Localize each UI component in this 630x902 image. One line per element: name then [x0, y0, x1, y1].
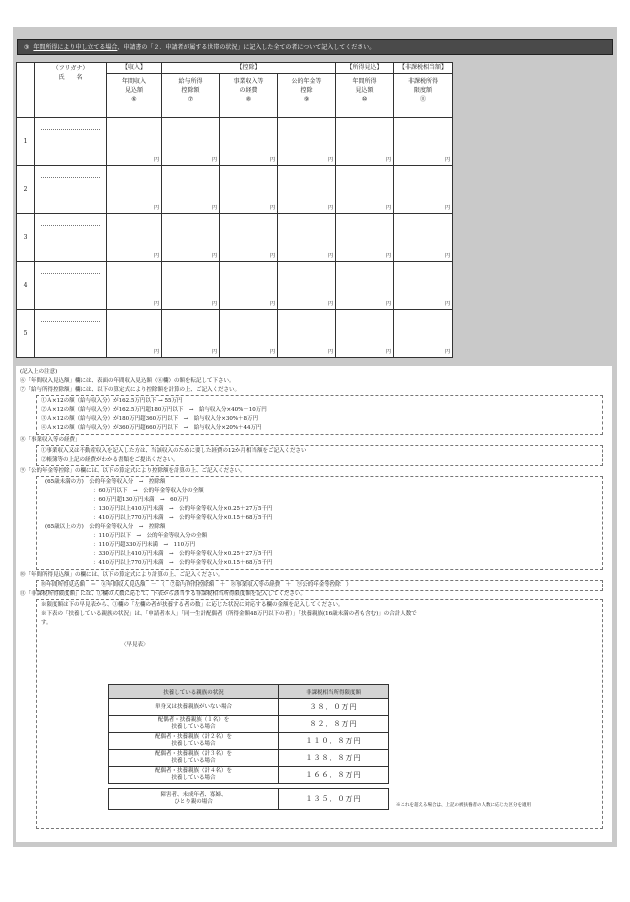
table-row [17, 214, 453, 262]
amount-cell[interactable] [278, 118, 336, 166]
amount-cell[interactable] [394, 166, 453, 214]
section-header-bar [17, 39, 613, 55]
note-8-box [36, 445, 603, 466]
column-header [394, 74, 453, 118]
amount-cell[interactable] [394, 214, 453, 262]
yen-label: 円 [211, 253, 217, 259]
row-number: 4 [17, 262, 35, 310]
yen-label: 円 [153, 253, 159, 259]
column-header [107, 74, 162, 118]
row-number: 2 [17, 166, 35, 214]
col-line1: 非課税所得 [408, 78, 439, 85]
yen-label: 円 [445, 301, 451, 307]
hayami-value: ３８．０万円 [279, 699, 389, 716]
hayami-row [109, 716, 389, 733]
note-9-item: ：330万円以上410万円未満 → 公的年金等収入分×0.25＋27万5千円 [93, 551, 273, 557]
column-header [162, 74, 220, 118]
table-row [17, 118, 453, 166]
yen-label: 円 [386, 349, 392, 355]
yen-label: 円 [328, 205, 334, 211]
yen-label: 円 [211, 157, 217, 163]
amount-cell[interactable] [394, 310, 453, 358]
amount-cell[interactable] [220, 166, 278, 214]
table-row [17, 262, 453, 310]
yen-label: 円 [328, 301, 334, 307]
note-10-formula: ⑩年間所得見込額 ＝ ⑥年間収入見込額 － （ ⑦給与所得控除額 ＋ ⑧事業収入等の経費 ＋ ⑨公的年金等控除 ） [41, 582, 352, 588]
note-7-item: ③Ａ×12の額（給与収入分）が180万円超360万円以下 → 給与収入分×30%＋8万円 [41, 416, 259, 422]
name-cell[interactable] [35, 214, 107, 262]
note-8-item: ②帳簿等の上記の経費がわかる書類をご提出ください。 [41, 457, 179, 463]
amount-cell[interactable] [162, 310, 220, 358]
note-9-item: ：110万円超330万円未満 → 110万円 [93, 542, 196, 548]
hayami-table [108, 684, 389, 810]
furigana-divider [41, 321, 100, 322]
name-box [35, 214, 106, 261]
yen-label: 円 [153, 349, 159, 355]
note-11-line: ※下表の「扶養している親族の状況」は、「申請者本人」「同一生計配偶者（所得金額48万円以下の者）」「扶養親族(16歳未満の者も含む)」の合計人数で [41, 611, 417, 617]
hayami-value: １１０．８万円 [279, 733, 389, 750]
note-10: ⑩「年間所得見込額」の欄には、以下の算定式により計算の上、ご記入ください。 [20, 572, 224, 578]
amount-cell[interactable] [336, 118, 394, 166]
amount-cell[interactable] [107, 166, 162, 214]
col-line1: 年間所得 [352, 78, 377, 85]
yen-label: 円 [386, 253, 392, 259]
amount-cell[interactable] [162, 166, 220, 214]
col-line2: 控除額 [181, 87, 200, 94]
col-line2: 見込額 [355, 87, 374, 94]
notes-title: (記入上の注意) [20, 369, 58, 375]
col-number: ⑩ [361, 96, 368, 103]
section-mark: ③ [24, 44, 30, 51]
hayami-col1: 扶養している親族の状況 [109, 685, 279, 699]
section-header-underlined: 年間所得により申し立てる場合 [33, 44, 118, 51]
hayami-note: ※これを超える場合は、上記の被扶養者の人数に応じた区分を適用 [396, 803, 531, 808]
hayami-label-line: 扶養している場合 [171, 741, 216, 747]
amount-cell[interactable] [394, 118, 453, 166]
col-number: ⑧ [245, 96, 252, 103]
hayami-label-line: 扶養している場合 [171, 758, 216, 764]
col-line2: 限度額 [414, 87, 433, 94]
hayami-label [109, 733, 279, 750]
amount-cell[interactable] [278, 166, 336, 214]
yen-label: 円 [386, 301, 392, 307]
hayami-row [109, 699, 389, 716]
furigana-divider [41, 225, 100, 226]
note-7-item: ②Ａ×12の額（給与収入分）が162.5万円超180万円以下 → 給与収入分×40%－10万円 [41, 407, 267, 413]
col-number: ⑪ [420, 96, 427, 103]
amount-cell[interactable] [162, 118, 220, 166]
limit-group-header: 【非課税相当額】 [394, 63, 453, 74]
corner-cell [17, 63, 35, 118]
note-7: ⑦「給与所得控除額」欄には、以下の算定式により控除額を計算の上、ご記入ください。 [20, 387, 241, 393]
col-number: ⑥ [131, 96, 137, 103]
yen-label: 円 [269, 157, 275, 163]
col-line2: 見込額 [124, 87, 143, 94]
name-label: 氏 名 [58, 74, 83, 81]
col-line2: 控除 [300, 87, 313, 94]
yen-label: 円 [386, 157, 392, 163]
row-number: 1 [17, 118, 35, 166]
yen-label: 円 [445, 349, 451, 355]
yen-label: 円 [269, 349, 275, 355]
amount-cell[interactable] [107, 310, 162, 358]
yen-label: 円 [269, 253, 275, 259]
note-7-box [36, 395, 603, 435]
row-number: 3 [17, 214, 35, 262]
hayami-value: １６６．８万円 [279, 767, 389, 784]
col-line1: 給与所得 [178, 78, 203, 85]
col-number: ⑨ [303, 96, 310, 103]
column-header [220, 74, 278, 118]
note-9: ⑨「公的年金等控除」の欄には、以下の算定式により控除額を計算の上、ご記入ください。 [20, 468, 246, 474]
table-body [17, 118, 453, 358]
hayami-label-line: 扶養している場合 [171, 724, 216, 730]
yen-label: 円 [328, 253, 334, 259]
yen-label: 円 [211, 301, 217, 307]
amount-cell[interactable] [220, 118, 278, 166]
name-box [35, 310, 106, 357]
table-row [17, 310, 453, 358]
amount-cell[interactable] [220, 214, 278, 262]
amount-cell[interactable] [336, 262, 394, 310]
amount-cell[interactable] [278, 262, 336, 310]
note-9-item: ：410万円以上770万円未満 → 公的年金等収入分×0.15＋68万5千円 [93, 560, 273, 566]
note-9-item: (65歳以上の方) 公的年金等収入分 → 控除額 [45, 524, 166, 530]
hayami-label-line: 扶養している場合 [171, 775, 216, 781]
amount-cell[interactable] [220, 262, 278, 310]
income-group-header: 【収入】 [107, 63, 162, 74]
table-row [17, 166, 453, 214]
amount-cell[interactable] [278, 310, 336, 358]
yen-label: 円 [445, 253, 451, 259]
name-cell[interactable] [35, 118, 107, 166]
yen-label: 円 [328, 157, 334, 163]
name-cell[interactable] [35, 166, 107, 214]
yen-label: 円 [445, 157, 451, 163]
note-9-item: ：130万円以上410万円未満 → 公的年金等収入分×0.25＋27万5千円 [93, 506, 273, 512]
hayami-label [109, 750, 279, 767]
hayami-label [109, 767, 279, 784]
name-box [35, 262, 106, 309]
yen-label: 円 [386, 205, 392, 211]
hayami-label-line: 配偶者・扶養親族（計４名）を [154, 768, 232, 774]
note-11: ⑪「非課税所得限度額」には、①欄の人数に応じて、下表から該当する非課税相当所得限度額を記入してください。 [20, 591, 306, 597]
hayami-special-label [109, 789, 279, 810]
amount-cell[interactable] [336, 310, 394, 358]
yen-label: 円 [153, 205, 159, 211]
column-header [278, 74, 336, 118]
furigana-label: （フリガナ） [52, 65, 89, 72]
furigana-divider [41, 273, 100, 274]
amount-cell[interactable] [107, 118, 162, 166]
note-9-item: ：110万円以下 → 公的年金等収入分の全額 [93, 533, 208, 539]
hayami-label-line: ひとり親の場合 [174, 799, 213, 805]
column-header [336, 74, 394, 118]
amount-cell[interactable] [336, 214, 394, 262]
amount-cell[interactable] [162, 262, 220, 310]
note-9-box [36, 476, 603, 570]
hayami-title: 〈早見表〉 [121, 642, 149, 648]
hayami-row [109, 750, 389, 767]
yen-label: 円 [153, 157, 159, 163]
yen-label: 円 [445, 205, 451, 211]
hayami-label-line: 配偶者・扶養親族（計３名）を [154, 751, 232, 757]
col-line1: 事業収入等 [233, 78, 264, 85]
amount-cell[interactable] [278, 214, 336, 262]
name-box [35, 118, 106, 165]
name-header [35, 63, 107, 118]
yen-label: 円 [211, 205, 217, 211]
amount-cell[interactable] [220, 310, 278, 358]
hayami-label-line: 配偶者・扶養親族（１名）を [157, 717, 230, 723]
note-8: ⑧「事業収入等の経費」 [20, 437, 81, 443]
yen-label: 円 [153, 301, 159, 307]
note-7-item: ①Ａ×12の額（給与収入分）が162.5万円以下 → 55万円 [41, 398, 183, 404]
hayami-value: ８２．８万円 [279, 716, 389, 733]
note-7-item: ④Ａ×12の額（給与収入分）が360万円超660万円以下 → 給与収入分×20%＋44万円 [41, 425, 262, 431]
amount-cell[interactable] [107, 262, 162, 310]
row-number: 5 [17, 310, 35, 358]
note-9-item: ：60万円以下 → 公的年金等収入分の全額 [93, 488, 204, 494]
hayami-row [109, 767, 389, 784]
amount-cell[interactable] [162, 214, 220, 262]
deduction-group-header: 【控除】 [162, 63, 336, 74]
income-est-group-header: 【所得見込】 [336, 63, 394, 74]
hayami-row [109, 733, 389, 750]
note-6: ⑥「年間収入見込額」欄には、表面の年間収入見込額（⑥欄）の額を転記して下さい。 [20, 378, 235, 384]
yen-label: 円 [211, 349, 217, 355]
name-cell[interactable] [35, 310, 107, 358]
col-number: ⑦ [187, 96, 194, 103]
hayami-value: １３８．８万円 [279, 750, 389, 767]
hayami-label-line: 単身又は扶養親族がいない場合 [154, 703, 232, 710]
hayami-special-row [109, 789, 389, 810]
note-11-line: す。 [41, 620, 52, 626]
name-cell[interactable] [35, 262, 107, 310]
furigana-divider [41, 129, 100, 130]
hayami-label [109, 699, 279, 716]
note-9-item: ：60万円超130万円未満 → 60万円 [93, 497, 189, 503]
income-table [16, 62, 453, 358]
hayami-label [109, 716, 279, 733]
amount-cell[interactable] [107, 214, 162, 262]
hayami-special-value: １３５．０万円 [279, 789, 389, 810]
yen-label: 円 [269, 205, 275, 211]
note-8-item: ①事業収入又は不動産収入を記入した方は、当該収入のために要した経費の12か月相当額をご記入ください [41, 448, 307, 454]
hayami-col2: 非課税相当所得限度額 [279, 685, 389, 699]
amount-cell[interactable] [336, 166, 394, 214]
section-header-text: 、申請書の「２．申請者が属する世帯の状況」に記入した全ての者について記入してください。 [117, 44, 376, 51]
yen-label: 円 [328, 349, 334, 355]
col-line2: の経費 [239, 87, 258, 94]
note-11-line: ※限度額は下の早見表から、①欄の「左欄の者が扶養する者の数」に応じた状況に対応する欄の金額を記入してください。 [41, 602, 344, 608]
col-line1: 年間収入 [121, 78, 146, 85]
note-9-item: (65歳未満の方) 公的年金等収入分 → 控除額 [45, 479, 166, 485]
note-9-item: ：410万円以上770万円未満 → 公的年金等収入分×0.15＋68万5千円 [93, 515, 273, 521]
name-box [35, 166, 106, 213]
hayami-label-line: 障害者、未成年者、寡婦、 [160, 792, 227, 798]
amount-cell[interactable] [394, 262, 453, 310]
yen-label: 円 [269, 301, 275, 307]
col-line1: 公的年金等 [291, 78, 322, 85]
furigana-divider [41, 177, 100, 178]
hayami-label-line: 配偶者・扶養親族（計２名）を [154, 734, 232, 740]
